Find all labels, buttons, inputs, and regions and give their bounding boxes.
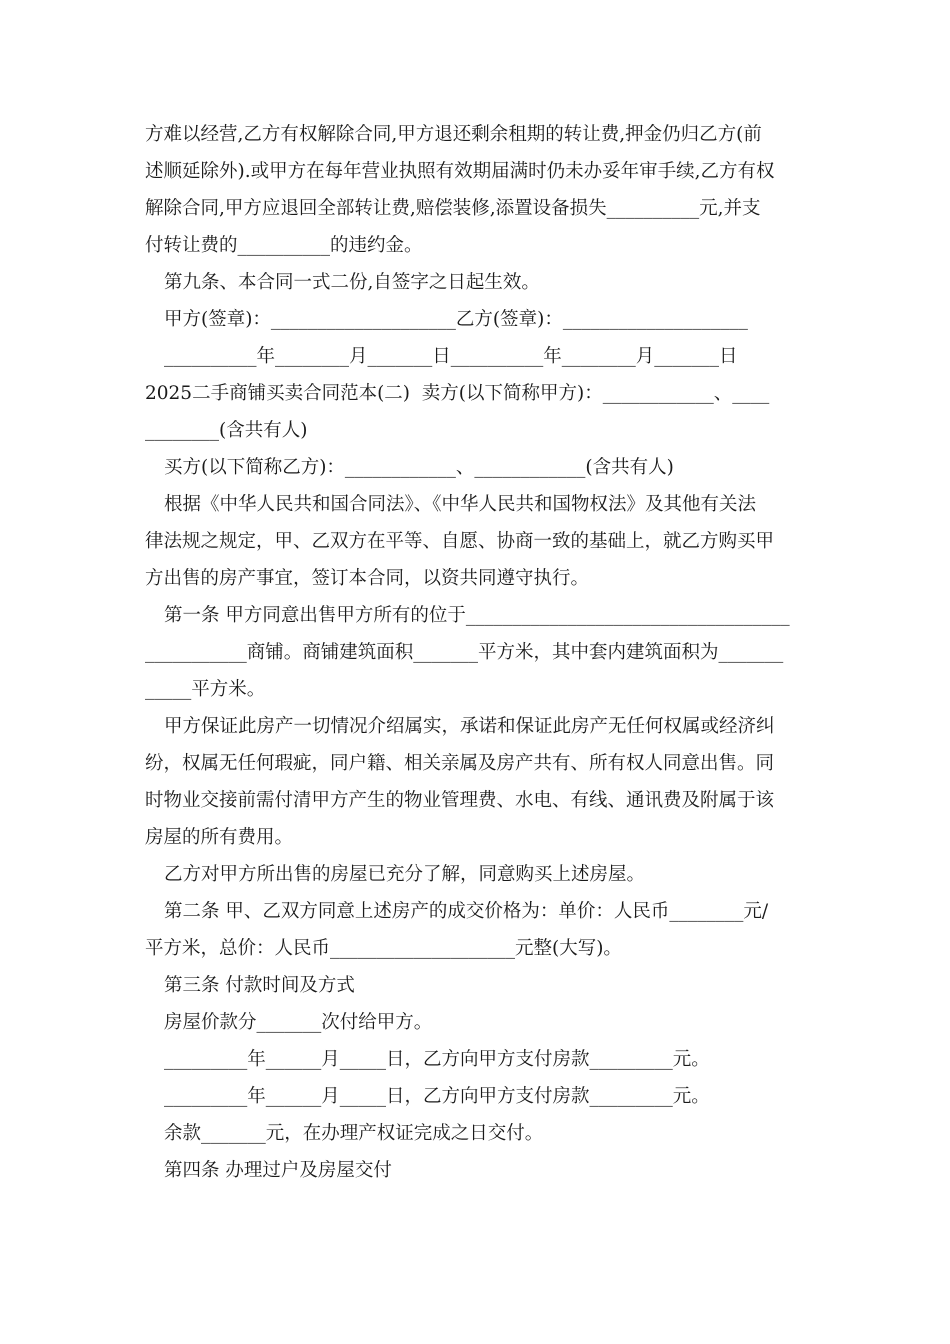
- text-line: 第三条 付款时间及方式: [164, 975, 355, 996]
- text-line: 时物业交接前需付清甲方产生的物业管理费、水电、有线、通讯费及附属于该: [145, 790, 775, 811]
- text-line: 余款_______元，在办理产权证完成之日交付。: [164, 1123, 544, 1144]
- text-line: _____平方米。: [145, 679, 266, 700]
- text-line: 方出售的房产事宜，签订本合同，以资共同遵守执行。: [145, 568, 590, 589]
- text-line: 乙方对甲方所出售的房屋已充分了解，同意购买上述房屋。: [164, 864, 646, 885]
- text-line: 第一条 甲方同意出售甲方所有的位于___________________________________: [164, 605, 790, 626]
- text-line: _________年______月_____日，乙方向甲方支付房款_________元。: [164, 1086, 710, 1107]
- text-line: __________年________月_______日__________年________月_______日: [164, 346, 738, 367]
- text-line: 方难以经营,乙方有权解除合同,甲方退还剩余租期的转让费,押金仍归乙方(前: [145, 124, 762, 145]
- text-line: 甲方保证此房产一切情况介绍属实，承诺和保证此房产无任何权属或经济纠: [164, 716, 775, 737]
- text-line: 房屋的所有费用。: [145, 827, 294, 848]
- text-line: 纷，权属无任何瑕疵，同户籍、相关亲属及房产共有、所有权人同意出售。同: [145, 753, 775, 774]
- text-line: 平方米，总价：人民币____________________元整(大写)。: [145, 938, 622, 959]
- text-line: 甲方(签章)：____________________乙方(签章)：____________________: [164, 309, 748, 330]
- text-line: 付转让费的__________的违约金。: [145, 235, 423, 256]
- text-line: 第四条 办理过户及房屋交付: [164, 1160, 392, 1181]
- text-line: 买方(以下简称乙方)：____________、____________(含共有人): [164, 457, 674, 478]
- text-line: 述顺延除外).或甲方在每年营业执照有效期届满时仍未办妥年审手续,乙方有权: [145, 161, 775, 182]
- text-line: _________年______月_____日，乙方向甲方支付房款_________元。: [164, 1049, 710, 1070]
- text-line: ________(含共有人): [145, 420, 308, 441]
- text-line: 2025二手商铺买卖合同范本(二) 卖方(以下简称甲方)：____________、____: [145, 383, 770, 404]
- text-line: 律法规之规定，甲、乙双方在平等、自愿、协商一致的基础上，就乙方购买甲: [145, 531, 775, 552]
- text-line: 解除合同,甲方应退回全部转让费,赔偿装修,添置设备损失__________元,并支: [145, 198, 761, 219]
- document-page: [145, 116, 810, 1189]
- text-line: 第二条 甲、乙双方同意上述房产的成交价格为：单价：人民币________元/: [164, 901, 769, 922]
- text-line: 房屋价款分_______次付给甲方。: [164, 1012, 433, 1033]
- text-line: ___________商铺。商铺建筑面积_______平方米，其中套内建筑面积为_______: [145, 642, 784, 663]
- text-line: 根据《中华人民共和国合同法》、《中华人民共和国物权法》及其他有关法: [164, 494, 757, 515]
- text-line: 第九条、本合同一式二份,自签字之日起生效。: [164, 272, 540, 293]
